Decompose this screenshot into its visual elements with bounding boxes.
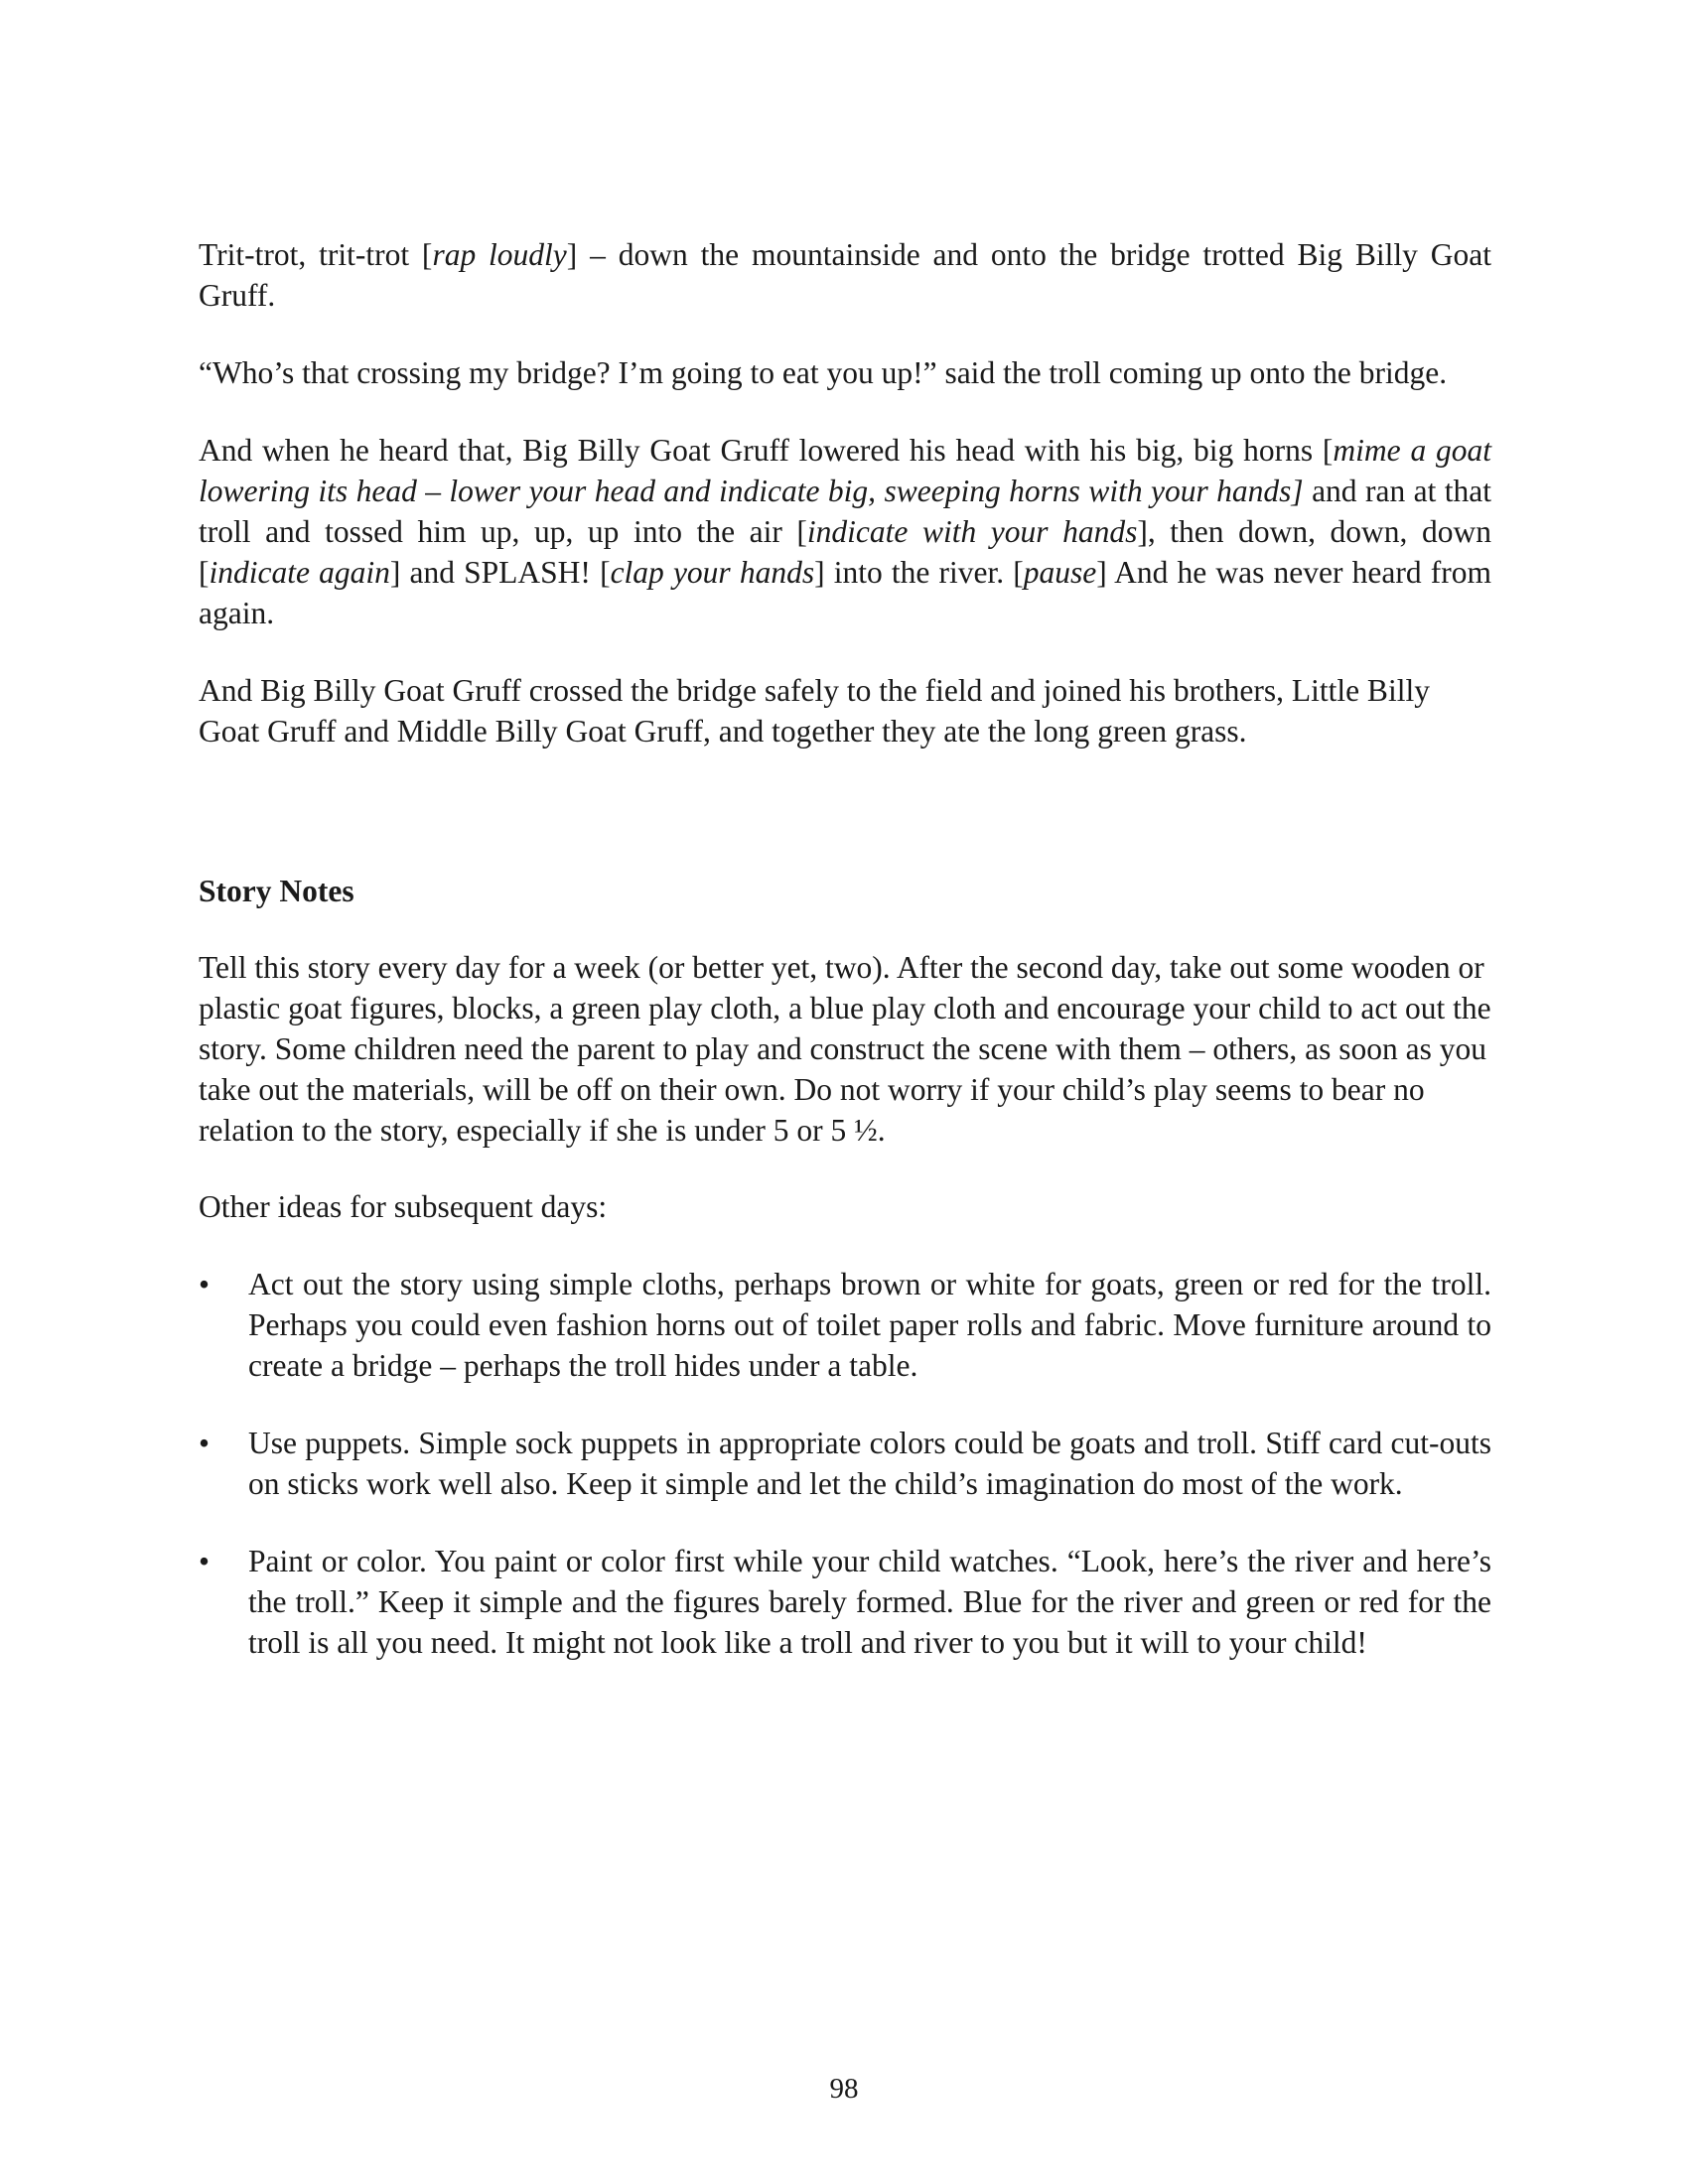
- text-run: And when he heard that, Big Billy Goat Gruff lowered his head with his big, big horns [: [199, 433, 1334, 468]
- text-run: ], then down, down, down [: [199, 514, 1491, 590]
- stage-direction: indicate again: [209, 555, 390, 590]
- list-item: [199, 1264, 1491, 1386]
- stage-direction: mime a goat lowering its head – lower your head and indicate big, sweeping horns with your hands]: [199, 433, 1491, 508]
- story-paragraph-1: [199, 234, 1491, 316]
- stage-direction: clap your hands: [610, 555, 815, 590]
- list-item: [199, 1541, 1491, 1663]
- list-item-text: Paint or color. You paint or color first while your child watches. “Look, here’s the river and here’s the troll.” Keep it simple and the figures barely formed. Blue for the river and green or red for the troll is all you need. It might not look like a troll and river to you but it will to your child!: [248, 1544, 1491, 1660]
- story-paragraph-3: [199, 430, 1491, 633]
- story-paragraph-2: “Who’s that crossing my bridge? I’m going to eat you up!” said the troll coming up onto the bridge.: [199, 355, 1448, 390]
- bullet-icon: •: [199, 1426, 211, 1460]
- list-item-text: Use puppets. Simple sock puppets in appropriate colors could be goats and troll. Stiff card cut-outs on sticks work well also. Keep it simple and let the child’s imagination do most of the work.: [248, 1426, 1491, 1501]
- stage-direction: rap loudly: [432, 237, 567, 272]
- text-run: ] – down the mountainside and onto the bridge trotted Big Billy Goat Gruff.: [199, 237, 1492, 313]
- text-run: and ran at that troll and tossed him up, up, up into the air [: [199, 474, 1491, 549]
- text-run: ] and SPLASH! [: [389, 555, 611, 590]
- text-run: ] into the river. [: [814, 555, 1024, 590]
- bullet-icon: •: [199, 1267, 211, 1301]
- section-heading: Story Notes: [199, 874, 354, 908]
- stage-direction: indicate with your hands: [806, 514, 1138, 549]
- story-paragraph-4: And Big Billy Goat Gruff crossed the bridge safely to the field and joined his brothers, Little Billy Goat Gruff and Middle Billy Goat Gruff, and together they ate the long green grass.: [199, 673, 1430, 749]
- list-item: [199, 1423, 1491, 1504]
- page-content: [199, 234, 1491, 1700]
- stage-direction: pause: [1023, 555, 1097, 590]
- bullet-icon: •: [199, 1544, 211, 1578]
- text-run: Trit-trot, trit-trot [: [199, 237, 433, 272]
- ideas-list: [199, 1264, 1491, 1663]
- list-item-text: Act out the story using simple cloths, perhaps brown or white for goats, green or red for the troll. Perhaps you could even fashion horns out of toilet paper rolls and fabric. Move furniture around to create a bridge – perhaps the troll hides under a table.: [248, 1267, 1491, 1383]
- text-run: ] And he was never heard from again.: [199, 555, 1491, 630]
- page-number: 98: [829, 2073, 859, 2105]
- notes-paragraph-2: Other ideas for subsequent days:: [199, 1189, 608, 1224]
- notes-paragraph-1: Tell this story every day for a week (or better yet, two). After the second day, take out some wooden or plastic goat figures, blocks, a green play cloth, a blue play cloth and encourage your child to act out the story. Some children need the parent to play and construct the scene with them – others, as soon as you take out the materials, will be off on their own. Do not worry if your child’s play seems to bear no relation to the story, especially if she is under 5 or 5 ½.: [199, 950, 1491, 1148]
